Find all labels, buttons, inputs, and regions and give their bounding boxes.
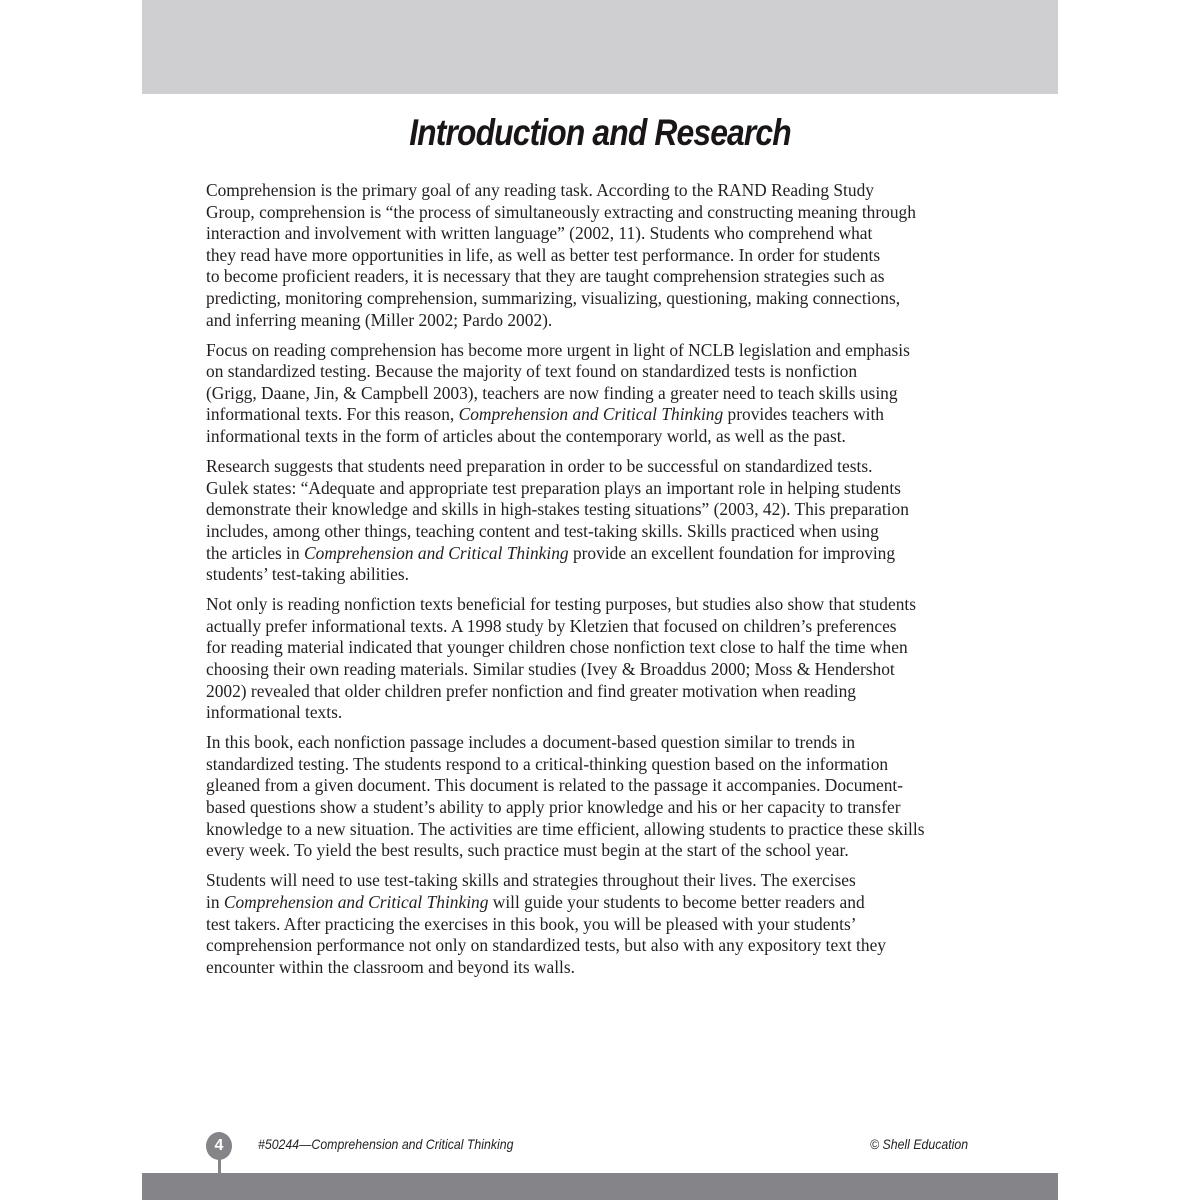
text-segment: they read have more opportunities in life, as well as better test performance. In order for students xyxy=(206,244,881,265)
text-segment: based questions show a student’s ability to apply prior knowledge and his or her capacity to transfer xyxy=(206,797,901,818)
text-segment: Gulek states: “Adequate and appropriate test preparation plays an important role in helping students xyxy=(206,477,901,498)
text-line xyxy=(206,223,1006,245)
text-segment: standardized testing. The students respond to a critical-thinking question based on the information xyxy=(206,753,889,774)
text-segment: Focus on reading comprehension has become more urgent in light of NCLB legislation and emphasis xyxy=(206,339,910,360)
text-segment: actually prefer informational texts. A 1998 study by Kletzien that focused on children’s preferences xyxy=(206,615,897,636)
text-segment: test takers. After practicing the exercises in this book, you will be pleased with your students’ xyxy=(206,913,857,934)
text-segment: provides teachers with xyxy=(723,404,884,425)
text-line xyxy=(206,732,1006,754)
text-line xyxy=(206,935,1006,957)
text-line xyxy=(206,521,1006,543)
text-line xyxy=(206,681,1006,703)
text-segment: Group, comprehension is “the process of simultaneously extracting and constructing meaning through xyxy=(206,201,916,222)
text-segment: for reading material indicated that younger children chose nonfiction text close to half the time when xyxy=(206,637,908,658)
text-line xyxy=(206,404,1006,426)
text-line xyxy=(206,702,1006,724)
header-band xyxy=(142,0,1058,94)
text-segment: 2002) revealed that older children prefer nonfiction and find greater motivation when reading xyxy=(206,680,856,701)
body-text xyxy=(206,180,1006,987)
text-segment: provide an excellent foundation for improving xyxy=(568,542,896,563)
text-segment: encounter within the classroom and beyond its walls. xyxy=(206,956,575,977)
paragraph xyxy=(206,340,1006,448)
text-line xyxy=(206,819,1006,841)
text-segment: Not only is reading nonfiction texts beneficial for testing purposes, but studies also show that students xyxy=(206,594,917,615)
text-line xyxy=(206,180,1006,202)
text-segment: Research suggests that students need preparation in order to be successful on standardized tests. xyxy=(206,456,873,477)
text-line xyxy=(206,892,1006,914)
text-line xyxy=(206,594,1006,616)
text-segment: (Grigg, Daane, Jin, & Campbell 2003), teachers are now finding a greater need to teach skills using xyxy=(206,382,898,403)
text-segment: will guide your students to become better readers and xyxy=(488,891,865,912)
text-segment: comprehension performance not only on standardized tests, but also with any expository text they xyxy=(206,935,887,956)
text-segment: gleaned from a given document. This document is related to the passage it accompanies. Document- xyxy=(206,775,904,796)
text-line xyxy=(206,637,1006,659)
text-line xyxy=(206,266,1006,288)
text-line xyxy=(206,775,1006,797)
text-segment: students’ test-taking abilities. xyxy=(206,564,410,585)
page-number-stem xyxy=(218,1158,221,1174)
text-line xyxy=(206,310,1006,332)
paragraph xyxy=(206,456,1006,586)
text-segment: to become proficient readers, it is necessary that they are taught comprehension strategies such as xyxy=(206,266,885,287)
text-line xyxy=(206,499,1006,521)
text-line xyxy=(206,870,1006,892)
text-line xyxy=(206,383,1006,405)
text-line xyxy=(206,564,1006,586)
text-line xyxy=(206,543,1006,565)
text-line xyxy=(206,616,1006,638)
text-line xyxy=(206,202,1006,224)
page-title: Introduction and Research xyxy=(409,112,791,153)
paragraph xyxy=(206,180,1006,331)
text-line xyxy=(206,426,1006,448)
text-segment: on standardized testing. Because the majority of text found on standardized tests is nonfiction xyxy=(206,361,858,382)
text-line xyxy=(206,478,1006,500)
text-line xyxy=(206,797,1006,819)
document-page xyxy=(142,0,1058,1200)
text-segment: every week. To yield the best results, such practice must begin at the start of the school year. xyxy=(206,840,849,861)
text-line xyxy=(206,245,1006,267)
footer-publisher: © Shell Education xyxy=(870,1136,969,1152)
footer-book-title: #50244—Comprehension and Critical Thinking xyxy=(258,1136,514,1152)
book-title-italic: Comprehension and Critical Thinking xyxy=(304,542,569,563)
text-line xyxy=(206,288,1006,310)
paragraph xyxy=(206,732,1006,862)
text-segment: Students will need to use test-taking skills and strategies throughout their lives. The exercises xyxy=(206,870,856,891)
text-segment: informational texts. xyxy=(206,702,343,723)
text-segment: knowledge to a new situation. The activities are time efficient, allowing students to practice these skills xyxy=(206,818,925,839)
text-segment: the articles in xyxy=(206,542,305,563)
text-line xyxy=(206,456,1006,478)
text-segment: choosing their own reading materials. Similar studies (Ivey & Broaddus 2000; Moss & Hendershot xyxy=(206,658,895,679)
paragraph xyxy=(206,594,1006,724)
text-line xyxy=(206,957,1006,979)
text-line xyxy=(206,340,1006,362)
text-line xyxy=(206,754,1006,776)
paragraph xyxy=(206,870,1006,978)
text-segment: informational texts in the form of articles about the contemporary world, as well as the past. xyxy=(206,426,846,447)
text-segment: demonstrate their knowledge and skills in high-stakes testing situations” (2003, 42). This preparation xyxy=(206,499,909,520)
book-title-italic: Comprehension and Critical Thinking xyxy=(458,404,724,425)
text-line xyxy=(206,914,1006,936)
text-segment: predicting, monitoring comprehension, summarizing, visualizing, questioning, making connections, xyxy=(206,287,901,308)
text-line xyxy=(206,659,1006,681)
text-line xyxy=(206,361,1006,383)
text-segment: Comprehension is the primary goal of any reading task. According to the RAND Reading Study xyxy=(206,180,874,200)
text-segment: interaction and involvement with written language” (2002, 11). Students who comprehend what xyxy=(206,223,873,244)
page-number-badge: 4 xyxy=(206,1132,232,1160)
book-title-italic: Comprehension and Critical Thinking xyxy=(223,891,489,912)
text-segment: and inferring meaning (Miller 2002; Pardo 2002). xyxy=(206,309,553,330)
footer-band xyxy=(142,1173,1058,1200)
text-segment: includes, among other things, teaching content and test-taking skills. Skills practiced when using xyxy=(206,520,879,541)
text-segment: in xyxy=(206,891,224,912)
text-line xyxy=(206,840,1006,862)
text-segment: informational texts. For this reason, xyxy=(206,404,459,425)
text-segment: In this book, each nonfiction passage includes a document-based question similar to trends in xyxy=(206,732,856,753)
